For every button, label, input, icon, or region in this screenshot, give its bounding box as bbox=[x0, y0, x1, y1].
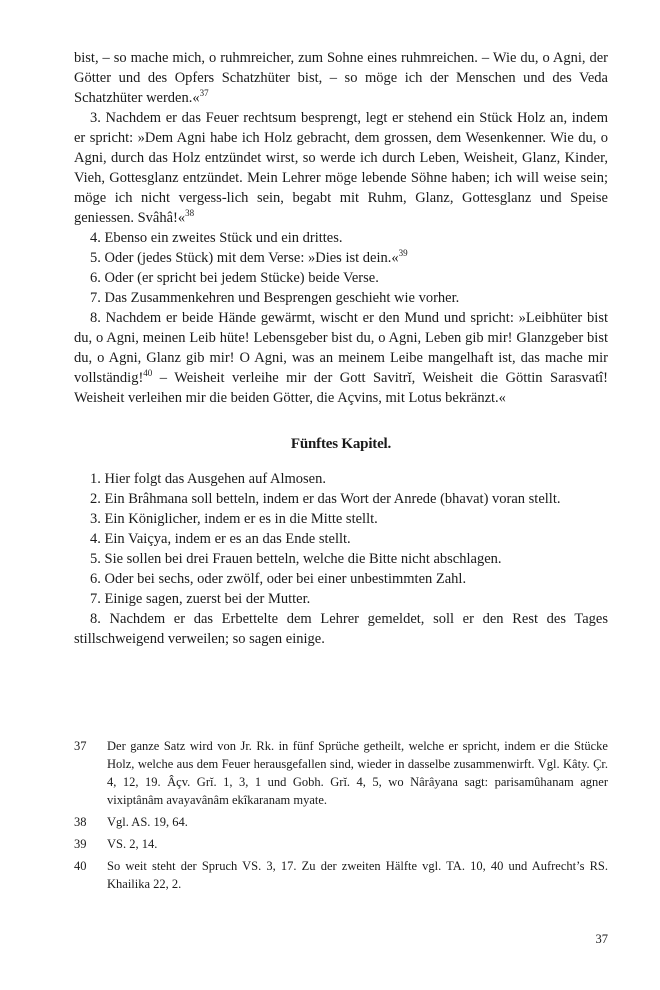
chapter-item: 5. Sie sollen bei drei Frauen betteln, welche die Bitte nicht abschlagen. bbox=[90, 551, 502, 567]
footnotes bbox=[74, 737, 608, 897]
footnote-ref-39[interactable]: 39 bbox=[398, 248, 408, 258]
footnote-number: 37 bbox=[74, 739, 87, 753]
chapter-item: 8. Nachdem er das Erbettelte dem Lehrer gemeldet, soll er den Rest des Tages stillschweigend verweilen; so sagen einige. bbox=[74, 611, 608, 647]
paragraph-text: – Weisheit verleihe mir der Gott Savitrĭ, Weisheit die Göttin Sarasvatî! Weisheit verleihen mir die beiden Götter, die Açvins, mit Lotus bekränzt.« bbox=[74, 370, 608, 406]
footnote-number: 40 bbox=[74, 859, 87, 873]
paragraph-3 bbox=[74, 108, 608, 228]
chapter-item: 1. Hier folgt das Ausgehen auf Almosen. bbox=[90, 471, 326, 487]
chapter-item: 3. Ein Königlicher, indem er es in die Mitte stellt. bbox=[90, 511, 378, 527]
footnote-text: Vgl. AS. 19, 64. bbox=[107, 815, 188, 829]
paragraph-6: 6. Oder (er spricht bei jedem Stücke) beide Verse. bbox=[90, 270, 379, 286]
footnote-ref-40[interactable]: 40 bbox=[143, 368, 153, 378]
footnote-number: 39 bbox=[74, 837, 87, 851]
page-body bbox=[74, 48, 608, 649]
footnote-40 bbox=[74, 857, 608, 893]
paragraph-text: 8. Nachdem er beide Hände gewärmt, wischt er den Mund und spricht: »Leibhüter bist du, o Agni, meinen Leib hüte! Lebensgeber bist du, o Agni, Leben gib mir! Glanzgeber bist du, o Agni, Glanz gib mir! O Agni, was an meinem Leibe mangelhaft ist, das mache mir vollständig! bbox=[74, 310, 608, 386]
chapter-item: 2. Ein Brâhmana soll betteln, indem er das Wort der Anrede (bhavat) voran stellt. bbox=[90, 491, 561, 507]
footnote-37 bbox=[74, 737, 608, 809]
paragraph-continuation bbox=[74, 48, 608, 108]
paragraph-4: 4. Ebenso ein zweites Stück und ein drittes. bbox=[90, 230, 343, 246]
paragraph-5 bbox=[74, 248, 608, 268]
footnote-39 bbox=[74, 835, 608, 853]
paragraph-7: 7. Das Zusammenkehren und Besprengen geschieht wie vorher. bbox=[90, 290, 460, 306]
paragraph-text: bist, – so mache mich, o ruhmreicher, zum Sohne eines ruhmreichen. – Wie du, o Agni, der Götter und des Opfers Schatzhüter bist, – so möge ich der Menschen und des Veda Schatzhüter werden.« bbox=[74, 50, 608, 106]
chapter-item: 7. Einige sagen, zuerst bei der Mutter. bbox=[90, 591, 311, 607]
footnote-text: So weit steht der Spruch VS. 3, 17. Zu der zweiten Hälfte vgl. TA. 10, 40 und Aufrecht’s RS. Khailika 22, 2. bbox=[107, 859, 608, 891]
footnote-text: Der ganze Satz wird von Jr. Rk. in fünf Sprüche getheilt, welche er spricht, indem er die Stücke Holz, welche aus dem Feuer herausgefallen sind, wieder in dasselbe zusammenwirft. Vgl. Kâty. Çr. 4, 12, 19. Âçv. Grĭ. 1, 3, 1 und Gobh. Grĭ. 4, 5, wo Nârâyana sagt: parisamûhanam agner vixiptânâm avayavânâm ekîkaranam myate. bbox=[107, 739, 608, 807]
footnote-text: VS. 2, 14. bbox=[107, 837, 158, 851]
footnote-ref-38[interactable]: 38 bbox=[185, 208, 195, 218]
paragraph-text: 3. Nachdem er das Feuer rechtsum besprengt, legt er stehend ein Stück Holz an, indem er spricht: »Dem Agni habe ich Holz gebracht, dem grossen, dem Wesenkenner. Wie du, o Agni, durch das Holz entzündet wirst, so werde ich durch Leben, Weisheit, Glanz, Kinder, Vieh, Gottesglanz entzündet. Mein Lehrer möge lebende Söhne haben; ich will weise sein; möge ich nicht vergess-lich sein, begabt mit Ruhm, Glanz, Gottesglanz und Speise geniessen. Svâhâ!« bbox=[74, 110, 608, 226]
footnote-ref-37[interactable]: 37 bbox=[199, 88, 209, 98]
footnote-number: 38 bbox=[74, 815, 87, 829]
chapter-heading: Fünftes Kapitel. bbox=[290, 436, 392, 452]
chapter-item: 6. Oder bei sechs, oder zwölf, oder bei einer unbestimmten Zahl. bbox=[90, 571, 467, 587]
paragraph-text: 5. Oder (jedes Stück) mit dem Verse: »Dies ist dein.« bbox=[90, 250, 399, 266]
chapter-item: 4. Ein Vaiçya, indem er es an das Ende stellt. bbox=[90, 531, 351, 547]
page-number: 37 bbox=[595, 932, 608, 946]
footnote-38 bbox=[74, 813, 608, 831]
paragraph-8 bbox=[74, 308, 608, 408]
